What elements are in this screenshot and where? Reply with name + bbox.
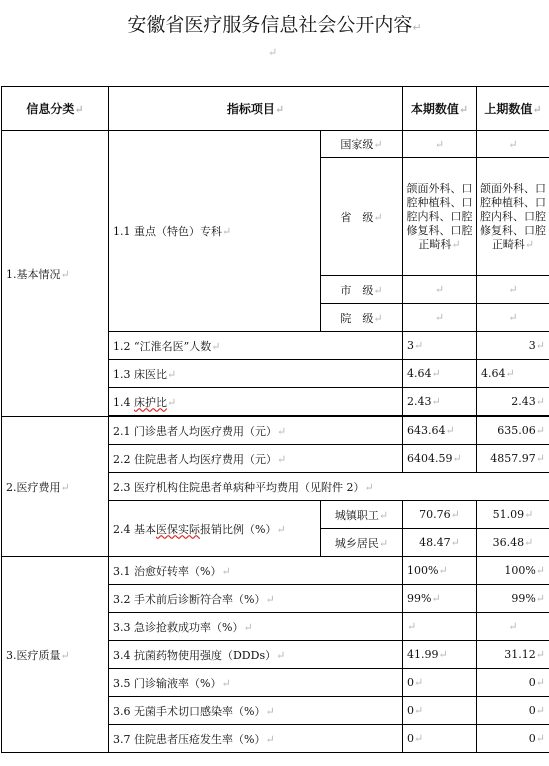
indicator-3-4: 3.4 抗菌药物使用强度（DDDs）↵: [109, 641, 403, 669]
indicator-1-4: 1.4 床护比↵: [109, 388, 403, 416]
value-previous: 0↵: [477, 697, 549, 725]
value-current: 颌面外科、口腔种植科、口腔内科、口腔修复科、口腔正畸科↵: [403, 158, 477, 276]
indicator-2-4: 2.4 基本医保实际报销比例（%）↵: [109, 501, 321, 557]
value-previous: 颌面外科、口腔种植科、口腔内科、口腔修复科、口腔正畸科↵: [477, 158, 549, 276]
header-row: [2, 87, 549, 131]
page-title: [0, 10, 549, 43]
value-current: 4.64↵: [403, 360, 477, 388]
insurance-urban: 城镇职工↵: [321, 501, 403, 529]
header-current: 本期数值↵: [403, 87, 477, 131]
indicator-2-1: 2.1 门诊患者人均医疗费用（元）↵: [109, 417, 403, 445]
level-city: 市 级↵: [321, 276, 403, 304]
value-current: 0↵: [403, 725, 477, 753]
value-current: ↵: [403, 304, 477, 332]
paragraph-mark: ↵: [412, 21, 422, 34]
indicator-2-2: 2.2 住院患者人均医疗费用（元）↵: [109, 445, 403, 473]
value-previous: 4857.97↵: [477, 445, 549, 473]
section-cost: 2.医疗费用↵: [2, 417, 109, 557]
header-category: 信息分类↵: [2, 87, 109, 131]
section-quality: 3.医疗质量↵: [2, 557, 109, 753]
value-previous: 635.06↵: [477, 417, 549, 445]
header-indicator: 指标项目↵: [109, 87, 403, 131]
section-basic: 1.基本情况↵: [2, 131, 109, 417]
value-previous: 2.43↵: [477, 388, 549, 416]
value-previous: 4.64↵: [477, 360, 549, 388]
header-previous: 上期数值↵: [477, 87, 549, 131]
value-current: 100%↵: [403, 557, 477, 585]
value-current: 3↵: [403, 332, 477, 360]
value-previous: ↵: [477, 131, 549, 158]
indicator-1-3: 1.3 床医比↵: [109, 360, 403, 388]
value-current: ↵: [403, 613, 477, 641]
indicator-1-2: 1.2 “江淮名医”人数↵: [109, 332, 403, 360]
info-table: [1, 86, 549, 753]
value-previous: 51.09↵: [477, 501, 549, 529]
value-current: 70.76↵: [403, 501, 477, 529]
table-row: [2, 557, 549, 585]
value-previous: 100%↵: [477, 557, 549, 585]
indicator-3-1: 3.1 治愈好转率（%）↵: [109, 557, 403, 585]
value-current: ↵: [403, 276, 477, 304]
value-current: ↵: [403, 131, 477, 158]
table-row: [2, 417, 549, 445]
indicator-3-6: 3.6 无菌手术切口感染率（%）↵: [109, 697, 403, 725]
value-previous: ↵: [477, 304, 549, 332]
level-provincial: 省 级↵: [321, 158, 403, 276]
value-current: 48.47↵: [403, 529, 477, 557]
value-current: 0↵: [403, 669, 477, 697]
indicator-3-7: 3.7 住院患者压疮发生率（%）↵: [109, 725, 403, 753]
level-hospital: 院 级↵: [321, 304, 403, 332]
insurance-rural: 城乡居民↵: [321, 529, 403, 557]
value-current: 99%↵: [403, 585, 477, 613]
table-row: [2, 131, 549, 158]
indicator-2-3: 2.3 医疗机构住院患者单病种平均费用（见附件 2）↵: [109, 473, 549, 501]
value-previous: 31.12↵: [477, 641, 549, 669]
value-previous: 3↵: [477, 332, 549, 360]
value-current: 643.64↵: [403, 417, 477, 445]
value-current: 41.99↵: [403, 641, 477, 669]
title-text: 安徽省医疗服务信息社会公开内容: [127, 14, 413, 36]
indicator-1-1: 1.1 重点（特色）专科↵: [109, 131, 321, 332]
level-national: 国家级↵: [321, 131, 403, 158]
indicator-3-2: 3.2 手术前后诊断符合率（%）↵: [109, 585, 403, 613]
value-previous: 36.48↵: [477, 529, 549, 557]
value-previous: ↵: [477, 613, 549, 641]
value-previous: 0↵: [477, 725, 549, 753]
value-previous: 99%↵: [477, 585, 549, 613]
value-current: 0↵: [403, 697, 477, 725]
indicator-3-5: 3.5 门诊输液率（%）↵: [109, 669, 403, 697]
paragraph-mark: ↵: [268, 46, 278, 59]
value-current: 2.43↵: [403, 388, 477, 416]
value-previous: ↵: [477, 276, 549, 304]
value-current: 6404.59↵: [403, 445, 477, 473]
value-previous: 0↵: [477, 669, 549, 697]
indicator-3-3: 3.3 急诊抢救成功率（%）↵: [109, 613, 403, 641]
